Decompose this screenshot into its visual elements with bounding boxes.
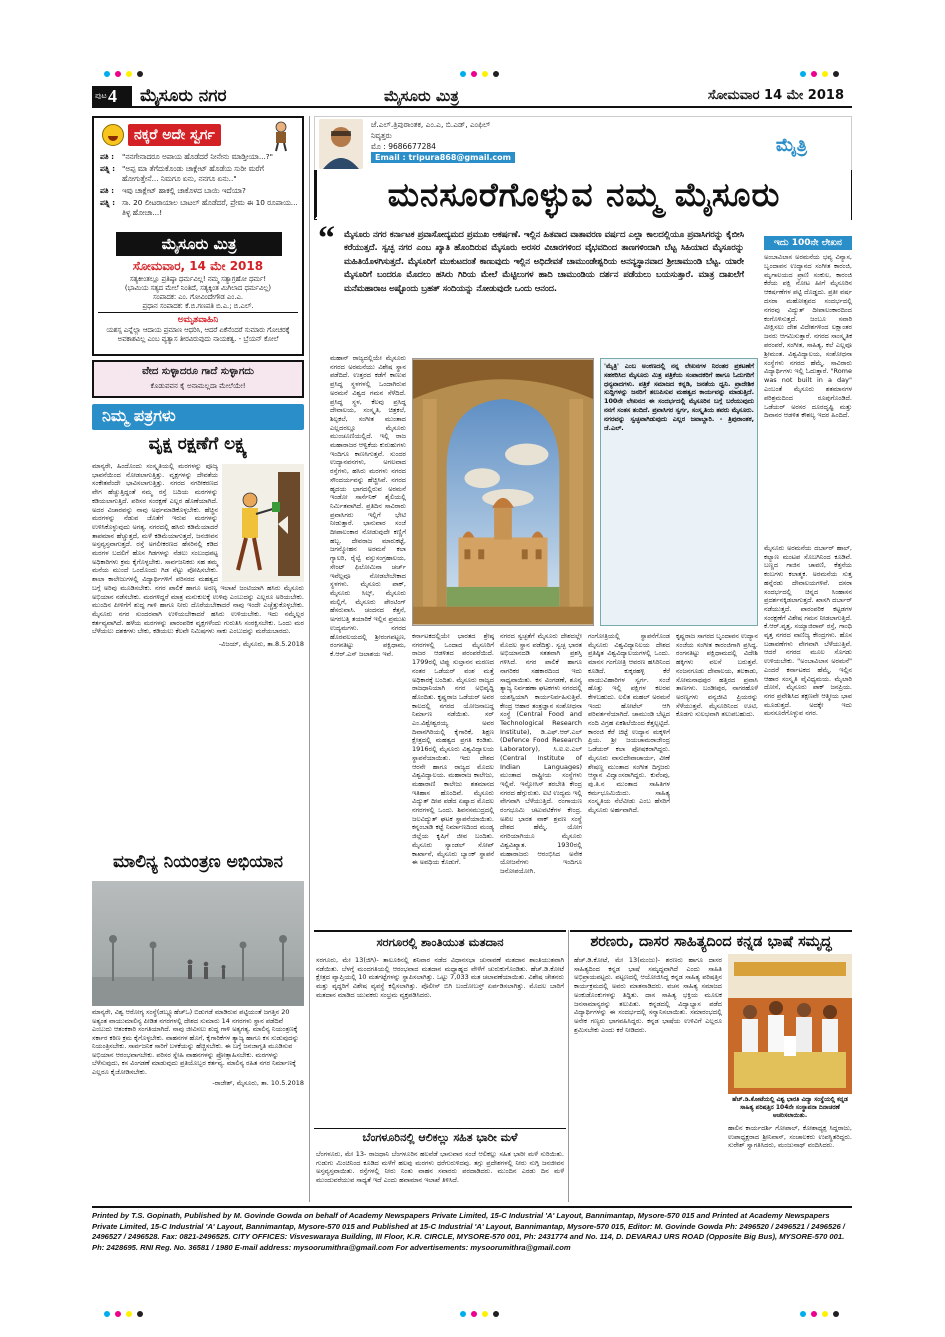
speaker: ಪತಿ : xyxy=(100,186,115,195)
proverb-title: ವೇದ ಸುಳ್ಳಾದರೂ ಗಾದೆ ಸುಳ್ಳಾಗದು xyxy=(142,366,254,377)
registration-marks-bottom-right xyxy=(800,1302,844,1310)
joke-line xyxy=(100,186,298,196)
kannada-headline: ಶರಣರು, ದಾಸರ ಸಾಹಿತ್ಯದಿಂದ ಕನ್ನಡ ಭಾಷೆ ಸಮೃದ್ಧ xyxy=(570,930,852,952)
pollution-text: ಮಾನ್ಯರೇ, ವಿಶ್ವ ಆರೋಗ್ಯ ಸಂಸ್ಥೆ(ಡಬ್ಲ್ಯೂಹೆಚ್ಒ) ಬಿಡುಗಡೆ ಮಾಡಿರುವ ಪಟ್ಟಿಯಂತೆ ಜಗತ್ತಿನ 20 ಅತ್ಯಂತ ವಾಯುಮಾಲಿನ್ಯ ಪೀಡಿತ ನಗರಗಳಲ್ಲಿ ದೇಶದ ಸುಮಾರು 14 ನಗರಗಳು ಸ್ಥಾನ ಪಡೆದಿವೆ ಎಂಬುದು ಆತಂಕಕಾರಿ ಸಂಗತಿಯಾಗಿದೆ. ನಾವು ಜೀವಿಸಲು ಶುದ್ಧ ಗಾಳಿ ಅತ್ಯಗತ್ಯ. ಮಾಲಿನ್ಯ ನಿಯಂತ್ರಣಕ್ಕೆ ಸರ್ಕಾರ ಕಠಿಣ ಕ್ರಮ ಕೈಗೊಳ್ಳಬೇಕು. ವಾಹನಗಳ ಹೊಗೆ, ಕೈಗಾರಿಕೆಗಳ ತ್ಯಾಜ್ಯ ಹಾಗೂ ಕಸ ಸುಡುವುದನ್ನು ನಿಯಂತ್ರಿಸಬೇಕು. ಸಾರ್ವಜನಿಕ ಸಾರಿಗೆ ಬಳಕೆಯನ್ನು ಹೆಚ್ಚಿಸಬೇಕು. ಈ ಬಗ್ಗೆ ಜನಜಾಗೃತಿ ಮೂಡಿಸುವ ಅಭಿಯಾನ ಆರಂಭವಾಗಬೇಕು. ಪರಿಸರ ಸ್ನೇಹಿ ವಾಹನಗಳನ್ನು ಪ್ರೋತ್ಸಾಹಿಸಬೇಕು. ಮರಗಳನ್ನು ಬೆಳೆಸುವುದು, ಕಸ ವಿಂಗಡಣೆ ಮಾಡುವುದು ಪ್ರತಿಯೊಬ್ಬರ ಕರ್ತವ್ಯ. ಮಾಲಿನ್ಯ ರಹಿತ ನಗರ ನಿರ್ಮಾಣಕ್ಕೆ ಎಲ್ಲರೂ ಕೈಜೋಡಿಸಬೇಕು. xyxy=(92,1008,299,1076)
letter-headline: ವೃಕ್ಷ ರಕ್ಷಣೆಗೆ ಲಕ್ಷ್ಯ xyxy=(148,434,248,454)
kannada-body-continued: ಹಾಲಿನ ಕಾರ್ಯದರ್ಶಿ ಗೋಪಾಲ್, ಕೋಶಾಧ್ಯಕ್ಷ ಸಿದ್ದರಾಜು, ಉಪಾಧ್ಯಕ್ಷರಾದ ಶ್ರೀನಿವಾಸ್, ಸಂಚಾಲಕರು ಉಪಸ್ಥಿತರಿದ್ದರು. ಸುರೇಶ್ ಸ್ವಾಗತಿಸಿದರು, ಮಂಜುನಾಥ್ ವಂದಿಸಿದರು. xyxy=(728,1124,852,1150)
quote-body: ಯಶಸ್ಸ ಎನ್ನೆಲ್ಲಾ ಆದಾಯ ಪ್ರಮಾಣ ಆಧರಿಸಿ, ಆದರೆ ಏಕೆನೆಂದರೆ ಸುಮಾರು ಗೋಚರಕ್ಕೆ ಅವಕಾಶವಿಲ್ಲ ಎಂಬ ವ್ಯತ್ಯಾಸ ತೀರವಿರುವುದು ನಾಯಕತ್ವ. - ಬ್ರೆಯನ್ ಕೋಲೆ xyxy=(106,326,290,343)
column-text: ಅಂಬಾವಿಲಾಸ ಅರಮನೆಯ ಭವ್ಯ ವಿನ್ಯಾಸ, ಬೃಂದಾವನ ಉದ್ಯಾನದ ಸಂಗೀತ ಕಾರಂಜಿ, ಮೃಗಾಲಯದ ಪ್ರಾಣಿ ಸಂಕುಲ, ಕಾರಂಜಿ ಕೆರೆಯ ಪಕ್ಷಿ ನೋಟ ಹೀಗೆ ಮೈಸೂರಿನ ಆಕರ್ಷಣೆಗಳ ಪಟ್ಟಿ ದೊಡ್ಡದು. ಪ್ರತೀ ವರ್ಷ ದಸರಾ ಮಹೋತ್ಸವದ ಸಂದರ್ಭದಲ್ಲಿ ನಗರವು ವಿದ್ಯುತ್ ದೀಪಾಲಂಕಾರದಿಂದ ಕಂಗೊಳಿಸುತ್ತದೆ. ಜಂಬೂ ಸವಾರಿ ವೀಕ್ಷಿಸಲು ದೇಶ ವಿದೇಶಗಳಿಂದ ಲಕ್ಷಾಂತರ ಜನರು ಆಗಮಿಸುತ್ತಾರೆ. ನಗರದ ಸಾಂಸ್ಕೃತಿಕ ಪರಂಪರೆ, ಸಂಗೀತ, ಸಾಹಿತ್ಯ, ಕಲೆ ಎಲ್ಲವೂ ಶ್ರೀಮಂತ. ವಿಶ್ವವಿದ್ಯಾಲಯ, ಸಂಶೋಧನಾ ಸಂಸ್ಥೆಗಳು ನಗರದ ಹೆಮ್ಮೆ. ಸಾವಿರಾರು ವಿದ್ಯಾರ್ಥಿಗಳು ಇಲ್ಲಿ ಓದುತ್ತಾರೆ. "Rome was not built in a day" ಎಂಬಂತೆ ಮೈಸೂರು ಶತಮಾನಗಳ ಪರಿಶ್ರಮದಿಂದ ರೂಪುಗೊಂಡಿದೆ. ಒಡೆಯರ್ ಅರಸರ ದೂರದೃಷ್ಟಿ ಮತ್ತು ದಿವಾನರ ಆಡಳಿತ ಕೌಶಲ್ಯ ಇದರ ಹಿಂದಿದೆ. xyxy=(764,253,852,420)
joke-box-title: ನಕ್ಕರೆ ಅದೇ ಸ್ವರ್ಗ xyxy=(128,124,221,146)
letters-section-band xyxy=(92,404,304,430)
laughing-face-icon xyxy=(102,124,124,146)
proverb-box xyxy=(92,360,304,398)
author-info xyxy=(371,119,631,163)
column-divider xyxy=(568,930,569,1202)
voting-headline: ಸರಗೂರಲ್ಲಿ ಶಾಂತಿಯುತ ಮತದಾನ xyxy=(314,930,566,952)
page-number-badge xyxy=(92,86,132,106)
print-line-footer: Printed by T.S. Gopinath, Published by M. Govinde Gowda on behalf of Academy Newspapers Private Limited, 15-C Industrial 'A' Layout, Bannimantap, Mysore-570 015 and Printed at Academy Newspapers Private Limited, 15-C Industrial 'A' Layout, Bannimantap, Mysore-570 015 and Published at 15-C Industrial 'A' Layout, Bannimantap, Mysore-570 015, Editor: M. Govinde Gowda Ph: 2496520 / 2496521 / 2496526 / 2496527 / 2496528. Fax: 0821-2496525. CITY OFFICES: Visveswaraya Building, III Floor, K.R. CIRCLE, MYSORE-570 001, Ph: 2431774 and No. 114, D. DEVARAJ URS ROAD (Opposite Big Bus), MYSORE-570 001. Ph: 2428695. RNI Reg. No. 36581 / 1980 E-mail address: mysoorumithra@gmail.com For advertisements: mysoorumithra@gmail.com xyxy=(92,1206,852,1253)
mini-masthead: ಮೈಸೂರು ಮಿತ್ರ xyxy=(116,232,282,256)
section-name: ಮೈಸೂರು ನಗರ xyxy=(140,86,227,106)
imprint-line: ಸತ್ಯಕೀಂತಲ್ಲೂ ಪ್ರತಿಷ್ಠಾ ಧರ್ಮವಿಲ್ಲ! ನಮ್ಮ ಸತ್ಯಾಗ್ರಹೋ ಧರ್ಮ! xyxy=(129,275,267,283)
palace-archway-photo xyxy=(412,358,594,626)
imprint-line: ಸಂಪಾದಕ: ಎಂ. ಗೋವಿಂದೇಗೌಡ ಎಂ.ಎ. xyxy=(153,293,243,301)
pollution-signature: -ರಾಜೇಶ್, ಮೈಸೂರು, ತಾ. 10.5.2018 xyxy=(212,1079,304,1087)
column-divider xyxy=(309,116,310,1202)
letters-section-title: ನಿಮ್ಮ ಪತ್ರಗಳು xyxy=(102,406,176,425)
registration-marks-top-right xyxy=(800,62,844,70)
speaker: ಪತ್ನಿ : xyxy=(100,198,115,207)
joke-box-header xyxy=(98,124,298,146)
smog-photo xyxy=(92,881,304,1006)
quote-title: ಅಮೃತವಾಹಿನಿ xyxy=(98,312,298,325)
pollution-body xyxy=(92,1008,304,1088)
joke-list xyxy=(100,152,298,220)
newspaper-page xyxy=(92,84,852,1294)
pollution-headline: ಮಾಲಿನ್ಯ ನಿಯಂತ್ರಣ ಅಭಿಯಾನ xyxy=(113,852,283,872)
letter-signature: -ವಿಜಯ್, ಮೈಸೂರು, ತಾ.8.5.2018 xyxy=(218,640,304,649)
author-name: ಜೆ.ಎಲ್.ತ್ರಿಪುರಾಂತಕ, ಎಂ.ಎ, ಬಿ.ಎಡ್, ಎಂಫಿಲ್ xyxy=(371,120,491,129)
page-label: ಪುಟ xyxy=(95,91,107,100)
hundredth-article-badge: ಇದು 100ನೇ ಲೇಖನ xyxy=(764,236,852,250)
feature-column-b: ಕರ್ನಾಟಕದಲ್ಲಿಯೇ ಭಾರತದ ಶ್ರೇಷ್ಠ ನಗರಗಳಲ್ಲಿ ಒಂದಾದ ಮೈಸೂರಿಗೆ ರಾಜರ ಆಡಳಿತದ ಪರಂಪರೆಯಿದೆ. 1799ರಲ್ಲಿ ಟಿಪ್ಪು ಸುಲ್ತಾನನ ಮರಣದ ನಂತರ ಒಡೆಯರ್ ವಂಶ ಮತ್ತೆ ಅಧಿಕಾರಕ್ಕೆ ಬಂದಿತು. ಮೈಸೂರು ರಾಜ್ಯದ ರಾಜಧಾನಿಯಾಗಿ ನಗರ ಅಭಿವೃದ್ಧಿ ಹೊಂದಿತು. ಕೃಷ್ಣರಾಜ ಒಡೆಯರ್ ಅವರ ಕಾಲದಲ್ಲಿ ನಗರದ ಯೋಜನಾಬದ್ಧ ನಿರ್ಮಾಣ ನಡೆಯಿತು. ಸರ್ ಎಂ.ವಿಶ್ವೇಶ್ವರಯ್ಯ ಅವರ ದಿವಾನಗಿರಿಯಲ್ಲಿ ಕೈಗಾರಿಕೆ, ಶಿಕ್ಷಣ ಕ್ಷೇತ್ರದಲ್ಲಿ ಮಹತ್ವದ ಪ್ರಗತಿ ಕಂಡಿತು. 1916ರಲ್ಲಿ ಮೈಸೂರು ವಿಶ್ವವಿದ್ಯಾಲಯ ಸ್ಥಾಪನೆಯಾಯಿತು. ಇದು ದೇಶದ ಆರನೇ ಹಾಗೂ ರಾಜ್ಯದ ಮೊದಲ ವಿಶ್ವವಿದ್ಯಾಲಯ. ಮಹಾರಾಜ ಕಾಲೇಜು, ಮಹಾರಾಣಿ ಕಾಲೇಜು ಶತಮಾನದ ಇತಿಹಾಸ ಹೊಂದಿವೆ. ಮೈಸೂರು ವಿದ್ಯುತ್ ದೀಪ ಪಡೆದ ಏಷ್ಯಾದ ಮೊದಲ ನಗರಗಳಲ್ಲಿ ಒಂದು. ಶಿವನಸಮುದ್ರದಲ್ಲಿ ಜಲವಿದ್ಯುತ್ ಘಟಕ ಸ್ಥಾಪನೆಯಾಯಿತು. ಕನ್ನಂಬಾಡಿ ಕಟ್ಟೆ ನಿರ್ಮಾಣದಿಂದ ಮಂಡ್ಯ ಜಿಲ್ಲೆಯ ಕೃಷಿಗೆ ಜೀವ ಬಂದಿತು. ಮೈಸೂರು ಸ್ಯಾಂಡಲ್ ಸೋಪ್ ಕಾರ್ಖಾನೆ, ಮೈಸೂರು ಬ್ಯಾಂಕ್ ಸ್ಥಾಪನೆ ಈ ಅವಧಿಯ ಕೊಡುಗೆ. xyxy=(412,632,494,867)
imprint-line: ಪ್ರಧಾನ ಸಂಪಾದಕ: ಕೆ.ಬಿ.ಗಣಪತಿ ಬಿ.ಎ.; ಬಿ.ಎಲ್. xyxy=(142,302,254,310)
mini-date: ಸೋಮವಾರ, 14 ಮೇ 2018 xyxy=(132,259,264,273)
author-role: ನಿವೃತ್ತರು xyxy=(371,131,392,140)
voting-body: ಸರಗೂರು, ಮೇ 13(ಜಿಗಿ)- ತಾಲೂಕಿನಲ್ಲಿ ಶನಿವಾರ ನಡೆದ ವಿಧಾನಸಭಾ ಚುನಾವಣೆ ಮತದಾನ ಶಾಂತಿಯುತವಾಗಿ ನಡೆಯಿತು. ಬೆಳಗ್ಗೆ ಮಂದಗತಿಯಲ್ಲಿ ಆರಂಭವಾದ ಮತದಾನ ಮಧ್ಯಾಹ್ನದ ವೇಳೆಗೆ ಚುರುಕುಗೊಂಡಿತು. ಹೆಚ್.ಡಿ.ಕೋಟೆ ಕ್ಷೇತ್ರದ ವ್ಯಾಪ್ತಿಯಲ್ಲಿ 10 ಮತಗಟ್ಟೆಗಳನ್ನು ಸ್ಥಾಪಿಸಲಾಗಿತ್ತು. ಒಟ್ಟು 7,033 ಮತ ಚಲಾವಣೆಯಾಯಿತು. ವಿಶೇಷ ಚೇತನರು ಮತ್ತು ವೃದ್ಧರಿಗೆ ವಿಶೇಷ ವ್ಯವಸ್ಥೆ ಕಲ್ಪಿಸಲಾಗಿತ್ತು. ಪೊಲೀಸ್ ಬಿಗಿ ಬಂದೋಬಸ್ತ್ ಏರ್ಪಡಿಸಲಾಗಿತ್ತು. ಮೊದಲ ಬಾರಿಗೆ ಮತದಾನ ಮಾಡಿದ ಯುವಕರು ಸಂಭ್ರಮ ವ್ಯಕ್ತಪಡಿಸಿದರು. xyxy=(316,956,564,999)
dialogue: "ಅಪ್ಪ ಮಾ ತೆಗೆದುಕೊಂಡು ಚಾಕ್ಲೇಟ್ ಹೊಡೆಯ ಸುರೀ ಮರೆಗೆ ಹೋಗುತ್ತೇನೆ... ನಿಮಗೂ ಏನು, ನನಗೂ ಏನು.." xyxy=(122,164,264,183)
event-photo-caption: ಹೆಚ್.ಡಿ.ಕೋಟೆಯಲ್ಲಿ ವಿಶ್ವ ಭಾರತಿ ವಿದ್ಯಾ ಸಂಸ್ಥೆಯಲ್ಲಿ ಕನ್ನಡ ಸಾಹಿತ್ಯ ಪರಿಷತ್ತಿನ 104ನೇ ಸಂಸ್ಥಾಪನಾ ದಿನಾಚರಣೆ ಆಚರಿಸಲಾಯಿತು. xyxy=(732,1096,848,1119)
feature-column-a: ಮಹಾನ್ ರಾಜ್ಯದಲ್ಲಿಯೇ ಮೈಸೂರು ನಗರದ ಅರಮನೆಯು ವಿಶೇಷ ಸ್ಥಾನ ಪಡೆದಿದೆ. ಉತ್ತರದ ಕಡೆಗೆ ಕಾಣುವ ಪ್ರಸಿದ್ಧ ಸ್ಥಳಗಳಲ್ಲಿ ಒಂದಾಗಿರುವ ಅರಮನೆ ವಿಶ್ವದ ಗಮನ ಸೆಳೆದಿದೆ. ಪ್ರಸಿದ್ಧ ಸ್ಥಳ, ಕೆಲವು ಪ್ರಸಿದ್ಧ ದೇವಾಲಯ, ಸಂಸ್ಕೃತಿ, ಚಿತ್ರಕಲೆ, ಶಿಲ್ಪಕಲೆ, ಸಂಗೀತ ಮುಂತಾದ ಎಲ್ಲದರಲ್ಲೂ ಮೈಸೂರು ಮುಂಚೂಣಿಯಲ್ಲಿದೆ. ಇಲ್ಲಿ ರಾಜ ಮಹಾರಾಜರ ಆಳ್ವಿಕೆಯ ಕುರುಹುಗಳು ಇಂದಿಗೂ ಕಾಣಸಿಗುತ್ತವೆ. ಸುಂದರ ಉದ್ಯಾನವನಗಳು, ಅಗಲವಾದ ರಸ್ತೆಗಳು, ಹಸಿರು ಮರಗಳು ನಗರದ ಸೌಂದರ್ಯವನ್ನು ಹೆಚ್ಚಿಸಿವೆ. ನಗರದ ಹೃದಯ ಭಾಗದಲ್ಲಿರುವ ಅರಮನೆ ಇಂಡೋ ಸಾರ್ಸೆನಿಕ್ ಶೈಲಿಯಲ್ಲಿ ನಿರ್ಮಿತವಾಗಿದೆ. ಪ್ರತಿದಿನ ಸಾವಿರಾರು ಪ್ರವಾಸಿಗರು ಇಲ್ಲಿಗೆ ಭೇಟಿ ನೀಡುತ್ತಾರೆ. ಭಾನುವಾರ ಸಂಜೆ ದೀಪಾಲಂಕಾರ ನೋಡುವುದೇ ಕಣ್ಣಿಗೆ ಹಬ್ಬ. ದೇವರಾಜ ಮಾರುಕಟ್ಟೆ, ಜಗನ್ಮೋಹನ ಅರಮನೆ ಕಲಾ ಗ್ಯಾಲರಿ, ರೈಲ್ವೆ ವಸ್ತುಸಂಗ್ರಹಾಲಯ, ಸೇಂಟ್ ಫಿಲೋಮಿನಾ ಚರ್ಚ್ ಇವೆಲ್ಲವೂ ನೋಡಲೇಬೇಕಾದ ಸ್ಥಳಗಳು. ಮೈಸೂರು ಪಾಕ್, ಮೈಸೂರು ಸಿಲ್ಕ್, ಮೈಸೂರು ಮಲ್ಲಿಗೆ, ಮೈಸೂರು ಪೇಂಟಿಂಗ್ ಹೆಸರುವಾಸಿ. ಚಂದನದ ಕೆತ್ತನೆ, ಅಗರಬತ್ತಿ ತಯಾರಿಕೆ ಇಲ್ಲಿನ ಪ್ರಮುಖ ಉದ್ಯಮಗಳು. ನಗರದ ಹೊರವಲಯದಲ್ಲಿ ಶ್ರೀರಂಗಪಟ್ಟಣ, ರಂಗನತಿಟ್ಟು ಪಕ್ಷಿಧಾಮ, ಕೆ.ಆರ್.ಎಸ್ ಜಲಾಶಯ ಇವೆ. xyxy=(330,354,406,658)
paper-name: ಮೈಸೂರು ಮಿತ್ರ xyxy=(384,87,459,105)
quote-mark-icon: “ xyxy=(318,220,335,257)
registration-marks-top-center xyxy=(460,62,504,70)
feature-column-f: ಕೃಷ್ಣರಾಜ ಸಾಗರದ ಬೃಂದಾವನ ಉದ್ಯಾನ ಸಂಜೆಯ ಸಂಗೀತ ಕಾರಂಜಿಗಾಗಿ ಪ್ರಸಿದ್ಧ. ರಂಗನತಿಟ್ಟು ಪಕ್ಷಿಧಾಮದಲ್ಲಿ ವಿದೇಶಿ ಹಕ್ಕಿಗಳು ವಲಸೆ ಬರುತ್ತವೆ. ನಂಜನಗೂಡು ದೇವಾಲಯ, ತಲಕಾಡು, ಸೋಮನಾಥಪುರ ಹತ್ತಿರದ ಪ್ರವಾಸಿ ತಾಣಗಳು. ಬಂಡೀಪುರ, ನಾಗರಹೊಳೆ ಅರಣ್ಯಗಳು ವನ್ಯಜೀವಿ ಪ್ರಿಯರನ್ನು ಸೆಳೆಯುತ್ತವೆ. ಮೈಸೂರಿನಿಂದ ಊಟಿ, ಕೊಡಗು ಸುಲಭವಾಗಿ ತಲುಪಬಹುದು. xyxy=(676,632,758,719)
feature-column-e: ಮೈಸೂರು ಅರಮನೆಯ ದರ್ಬಾರ್ ಹಾಲ್, ಕಲ್ಯಾಣ ಮಂಟಪ ಸೊಬಗಿನಿಂದ ಕೂಡಿವೆ. ಬಣ್ಣದ ಗಾಜಿನ ಚಾವಣಿ, ಕೆತ್ತನೆಯ ಕಂಬಗಳು ಕಲಾತ್ಮಕ. ಅರಮನೆಯ ಸುತ್ತ ಹನ್ನೆರಡು ದೇವಾಲಯಗಳಿವೆ. ದಸರಾ ಸಂದರ್ಭದಲ್ಲಿ ಚಿನ್ನದ ಸಿಂಹಾಸನ ಪ್ರದರ್ಶನಕ್ಕಿಡಲಾಗುತ್ತದೆ. ಖಾಸಗಿ ದರ್ಬಾರ್ ನಡೆಯುತ್ತದೆ. ಪಾರಂಪರಿಕ ಕಟ್ಟಡಗಳ ಸಂರಕ್ಷಣೆಗೆ ವಿಶೇಷ ಗಮನ ನೀಡಲಾಗುತ್ತಿದೆ. ಕೆ.ಆರ್.ವೃತ್ತ, ಸಯ್ಯಾಜಿರಾವ್ ರಸ್ತೆ, ಗಾಂಧಿ ವೃತ್ತ ನಗರದ ವಾಣಿಜ್ಯ ಕೇಂದ್ರಗಳು. ಹೊಸ ಬಡಾವಣೆಗಳು ವೇಗವಾಗಿ ಬೆಳೆಯುತ್ತಿವೆ. ಆದರೆ ನಗರದ ಮೂಲ ಸೊಗಡು ಉಳಿಯಬೇಕು. "ಅಂಬಾವಿಲಾಸ ಅರಮನೆ" ಎಂದರೆ ಕರ್ನಾಟಕದ ಹೆಮ್ಮೆ. ಇಲ್ಲಿನ ಆಹಾರ ಸಂಸ್ಕೃತಿ ವೈವಿಧ್ಯಮಯ. ಮೈಲಾರಿ ದೋಸೆ, ಮೈಸೂರು ಪಾಕ್ ಜನಪ್ರಿಯ. ನಗರ ಪ್ರವೇಶಿಸಿದ ತಕ್ಷಣವೇ ಆತ್ಮೀಯ ಭಾವ ಮೂಡುತ್ತದೆ. ಅದಕ್ಕೇ ಇದು ಮನಸೂರೆಗೊಳ್ಳುವ ನಗರ. xyxy=(764,544,852,718)
kannada-body: ಹೆಚ್.ಡಿ.ಕೋಟೆ, ಮೇ 13(ಮಂಜು)- ಶರಣರು ಹಾಗೂ ದಾಸರ ಸಾಹಿತ್ಯದಿಂದ ಕನ್ನಡ ಭಾಷೆ ಸಮೃದ್ಧವಾಗಿದೆ ಎಂದು ಸಾಹಿತಿ ಅಭಿಪ್ರಾಯಪಟ್ಟರು. ಪಟ್ಟಣದಲ್ಲಿ ಆಯೋಜಿಸಿದ್ದ ಕನ್ನಡ ಸಾಹಿತ್ಯ ಪರಿಷತ್ತಿನ ಕಾರ್ಯಕ್ರಮದಲ್ಲಿ ಅವರು ಮಾತನಾಡಿದರು. ವಚನ ಸಾಹಿತ್ಯ ಸಮಾಜದ ಅಂಕುಡೊಂಕುಗಳನ್ನು ತಿದ್ದಿತು. ದಾಸ ಸಾಹಿತ್ಯ ಭಕ್ತಿಯ ಮೂಲಕ ಜನಸಾಮಾನ್ಯರನ್ನು ತಲುಪಿತು. ಕನ್ನಡದಲ್ಲಿ ವಿದ್ಯಾಭ್ಯಾಸ ಪಡೆದ ವಿದ್ಯಾರ್ಥಿಗಳನ್ನು ಈ ಸಂದರ್ಭದಲ್ಲಿ ಸನ್ಮಾನಿಸಲಾಯಿತು. ಸಮಾರಂಭದಲ್ಲಿ ಅನೇಕ ಗಣ್ಯರು ಭಾಗವಹಿಸಿದ್ದರು. ಕನ್ನಡ ಭಾಷೆಯ ಉಳಿವಿಗೆ ಎಲ್ಲರೂ ಶ್ರಮಿಸಬೇಕು ಎಂದು ಕರೆ ನೀಡಿದರು. xyxy=(574,956,722,1034)
registration-marks-top xyxy=(104,62,148,70)
speaker: ಪತ್ನಿ : xyxy=(100,164,115,173)
rain-headline: ಬೆಂಗಳೂರಿನಲ್ಲಿ ಆಲಿಕಲ್ಲು ಸಹಿತ ಭಾರೀ ಮಳೆ xyxy=(314,1128,566,1146)
imprint-line: (ಭಾಮಿಯ ಸತ್ಯದ ಮೇಲೆ ನಿಂತಿದೆ, ಸತ್ಯಕ್ಕಿಂತ ಮಿಗಿಲಾದ ಧರ್ಮವಿಲ್ಲ) xyxy=(124,284,272,292)
rain-body: ಬೆಂಗಳೂರು, ಮೇ 13- ರಾಜಧಾನಿ ಬೆಂಗಳೂರಿನ ಹಲವೆಡೆ ಭಾನುವಾರ ಸಂಜೆ ಆಲಿಕಲ್ಲು ಸಹಿತ ಭಾರೀ ಮಳೆ ಸುರಿಯಿತು. ಗುಡುಗು ಮಿಂಚಿನಿಂದ ಕೂಡಿದ ಮಳೆಗೆ ಹಲವು ಮರಗಳು ಧರೆಗುರುಳಿದವು. ತಗ್ಗು ಪ್ರದೇಶಗಳಲ್ಲಿ ನೀರು ನುಗ್ಗಿ ಜನಜೀವನ ಅಸ್ತವ್ಯಸ್ತವಾಯಿತು. ರಸ್ತೆಗಳಲ್ಲಿ ನೀರು ನಿಂತು ವಾಹನ ಸವಾರರು ಪರದಾಡಿದರು. ಮುಂದಿನ ಎರಡು ದಿನ ಮಳೆ ಮುಂದುವರೆಯುವ ಸಾಧ್ಯತೆ ಇದೆ ಎಂದು ಹವಾಮಾನ ಇಲಾಖೆ ತಿಳಿಸಿದೆ. xyxy=(316,1150,564,1185)
feature-intro xyxy=(318,220,744,346)
hundredth-article-column xyxy=(764,236,852,420)
author-phone: ಮೊ : 9686677284 xyxy=(371,142,436,151)
author-email[interactable]: Email : tripura868@gmail.com xyxy=(371,152,515,163)
registration-marks-bottom xyxy=(104,1302,148,1310)
joke-line xyxy=(100,164,298,184)
issue-date: ಸೋಮವಾರ 14 ಮೇ 2018 xyxy=(707,88,844,103)
intro-text: ಮೈಸೂರು ನಗರ ಕರ್ನಾಟಕ ಪ್ರವಾಸೋದ್ಯಮದ ಪ್ರಮುಖ ಆಕರ್ಷಣೆ. ಇಲ್ಲಿನ ಹಿತವಾದ ವಾತಾವರಣ ವರ್ಷದ ಎಲ್ಲಾ ಕಾಲದಲ್ಲಿಯೂ ಪ್ರವಾಸಿಗರನ್ನು ಕೈಬೀಸಿ ಕರೆಯುತ್ತದೆ. ಸ್ವಚ್ಛ ನಗರ ಎಂಬ ಖ್ಯಾತಿ ಹೊಂದಿರುವ ಮೈಸೂರು ಅರಸರ ವಿಚಾರಗಳಿಂದ ವೈಭವದಿಂದ ತಾಣಗಳಿಂದಾಗಿ ಬೆಟ್ಟ ಸಿಹಿಯಾದ ಮೈಸೂರನ್ನು ಮಹಿತಿಯೊಳಗಿಸುತ್ತದೆ. ಮೈಸೂರಿಗೆ ಮುಕುಟದಂತೆ ಕಾಣುವುದು ಇಲ್ಲಿನ ಅಧಿದೇವತೆ ಚಾಮುಂಡೇಶ್ವರಿಯ ಅನನ್ಯಸ್ಥಾನವಾದ ಶ್ರೀಚಾಮುಂಡಿ ಬೆಟ್ಟ. ಯಾರೇ ಮೈಸೂರಿಗೆ ಬಂದರೂ ಮೊದಲು ಹಸಿರು ಗಿರಿಯ ಮೇಲೆ ಮೆಟ್ಟಿಲುಗಳ ಹಾದಿ ಚಾಮುಂಡಿಯ ದರ್ಶನ ಪಡೆಯಲು ಬಯಸುತ್ತಾರೆ. ಮಾತ್ರ ದಾಖಲೆಗೆ ಮನೆಮಹಾರಾಜ ಅಷ್ಟೊಂದು ಬ್ರಹತ್ ಸಂದಿಯನ್ನು ನೋಡುವುದೇ ಒಂದು ಆನಂದ. xyxy=(344,229,744,293)
cartoon-figure-icon xyxy=(268,120,294,152)
imprint-lines xyxy=(98,275,298,311)
column-name: ಮೈತ್ರಿ xyxy=(775,135,807,156)
page-number: 4 xyxy=(108,86,117,106)
feature-column-d: ಗಂಗೋತ್ರಿಯಲ್ಲಿ ಸ್ಥಾಪನೆಗೊಂಡ ಮೈಸೂರು ವಿಶ್ವವಿದ್ಯಾನಿಲಯ ದೇಶದ ಪ್ರತಿಷ್ಠಿತ ವಿಶ್ವವಿದ್ಯಾಲಯಗಳಲ್ಲಿ ಒಂದು. ಮಾನಸ ಗಂಗೋತ್ರಿ ಆವರಣ ಹಸಿರಿನಿಂದ ಕೂಡಿದೆ. ಕುಕ್ಕರಹಳ್ಳಿ ಕೆರೆ ವಾಯುವಿಹಾರಿಗಳ ಸ್ವರ್ಗ. ಸಂಜೆ ಹೊತ್ತು ಇಲ್ಲಿ ಪಕ್ಷಿಗಳ ಕಲರವ ಕೇಳಬಹುದು. ಲಲಿತ ಮಹಲ್ ಅರಮನೆ ಇಂದು ಹೋಟೆಲ್ ಆಗಿ ಪರಿವರ್ತನೆಯಾಗಿದೆ. ಚಾಮುಂಡಿ ಬೆಟ್ಟದ ನಂದಿ ವಿಗ್ರಹ ಏಕಶಿಲೆಯಿಂದ ಕೆತ್ತಲ್ಪಟ್ಟಿದೆ. ಕಾರಂಜಿ ಕೆರೆ ಚಿಟ್ಟೆ ಉದ್ಯಾನ ಮಕ್ಕಳಿಗೆ ಪ್ರಿಯ. ಶ್ರೀ ಜಯಚಾಮರಾಜೇಂದ್ರ ಒಡೆಯರ್ ಕಲಾ ಪೋಷಕರಾಗಿದ್ದರು. ಮೈಸೂರು ವಾಸುದೇವಾಚಾರ್ಯ, ವೀಣೆ ಶೇಷಣ್ಣ ಮುಂತಾದ ಸಂಗೀತ ದಿಗ್ಗಜರು ಆಸ್ಥಾನ ವಿದ್ವಾಂಸರಾಗಿದ್ದರು. ಕುವೆಂಪು, ಪು.ತಿ.ನ ಮುಂತಾದ ಸಾಹಿತಿಗಳ ಕರ್ಮಭೂಮಿಯಿದು. ಸಾಹಿತ್ಯ ಸಂಸ್ಕೃತಿಯ ನೆಲೆವೀಡು ಎಂಬ ಹೆಸರಿಗೆ ಮೈಸೂರು ಅರ್ಹವಾಗಿದೆ. xyxy=(588,632,670,815)
joke-line xyxy=(100,152,298,162)
author-photo xyxy=(319,119,363,169)
joke-box xyxy=(92,116,304,356)
registration-marks-bottom-center xyxy=(460,1302,504,1310)
feature-title-frame xyxy=(314,170,852,220)
palace-caption-box: 'ಮೈತ್ರಿ' ಎಂಬ ಅಂಕಣದಲ್ಲಿ ನನ್ನ ಲೇಖನಗಳ ನಿರಂತರ ಪ್ರಕಟಣೆಗೆ ಸಹಕರಿಸಿದ ಮೈಸೂರು ಮಿತ್ರ ಪತ್ರಿಕೆಯ ಸಂಪಾದಕರಿಗೆ ಹಾಗೂ ಓದುಗರಿಗೆ ಧನ್ಯವಾದಗಳು. ಪತ್ರಿಕೆ ಸಮಾಜದ ಕನ್ನಡಿ, ಜನತೆಯ ಧ್ವನಿ. ಪ್ರಾದೇಶಿಕ ಸುದ್ದಿಗಳನ್ನು ಜನರಿಗೆ ತಲುಪಿಸುವ ಮಹತ್ವದ ಕಾರ್ಯವನ್ನು ಮಾಡುತ್ತಿದೆ. 100ನೇ ಲೇಖನದ ಈ ಸಂದರ್ಭದಲ್ಲಿ ಮೈಸೂರಿನ ಬಗ್ಗೆ ಬರೆಯುವುದು ನನಗೆ ಸಂತಸ ತಂದಿದೆ. ಪ್ರವಾಸಿಗರ ಸ್ವರ್ಗ, ಸಂಸ್ಕೃತಿಯ ತವರು ಮೈಸೂರು. ನಗರವನ್ನು ಸ್ವಚ್ಛವಾಗಿಡುವುದು ಎಲ್ಲರ ಜವಾಬ್ದಾರಿ. - ತ್ರಿಪುರಾಂತಕ, ಜೆ.ಎಲ್. xyxy=(600,358,758,626)
masthead xyxy=(92,84,852,108)
letter-text: ಮಾನ್ಯರೇ, ಹಿಂದೊಂದು ಸಂಸ್ಕೃತಿಯಲ್ಲಿ ಮರಗಳನ್ನು ಪೂಜ್ಯ ಭಾವನೆಯಿಂದ ನೋಡಲಾಗುತ್ತಿತ್ತು. ವೃಕ್ಷಗಳನ್ನು ದೇವತೆಯ ಸಂಕೇತವೆಂದೇ ಭಾವಿಸಲಾಗುತ್ತಿತ್ತು. ನಗರದ ನಗರೀಕರಣದ ವೇಗ ಹೆಚ್ಚುತ್ತಿದ್ದಂತೆ ನಮ್ಮ ರಸ್ತೆ ಬದಿಯ ಮರಗಳನ್ನು ಕಡಿಯಲಾಗುತ್ತಿದೆ. ಪರಿಸರ ಸಂರಕ್ಷಣೆ ಎಲ್ಲರ ಹೊಣೆಯಾಗಿದೆ. ಅದರ ವಿಚಾರವನ್ನು ನಾವು ಅರ್ಥಮಾಡಿಕೊಳ್ಳಬೇಕು. ಹೆಚ್ಚಿನ ಮರಗಳನ್ನು ನೆಡುವ ಜೊತೆಗೆ ಇರುವ ಮರಗಳನ್ನು ಉಳಿಸಿಕೊಳ್ಳುವುದು ಅಗತ್ಯ. ನಗರದಲ್ಲಿ ಹಸಿರು ಕಡಿಮೆಯಾದರೆ ತಾಪಮಾನ ಹೆಚ್ಚುತ್ತದೆ, ಮಳೆ ಕಡಿಮೆಯಾಗುತ್ತದೆ, ಜನಜೀವನ ಅಸ್ತವ್ಯಸ್ತವಾಗುತ್ತದೆ. ರಸ್ತೆ ಅಗಲೀಕರಣದ ಹೆಸರಿನಲ್ಲಿ ಕಡಿದ ಮರಗಳ ಬದಲಿಗೆ ಹೊಸ ಗಿಡಗಳನ್ನು ನೆಡಲು ಸಂಬಂಧಪಟ್ಟ ಅಧಿಕಾರಿಗಳು ಕ್ರಮ ಕೈಗೊಳ್ಳಬೇಕು. ಸಾರ್ವಜನಿಕರು ಸಹ ತಮ್ಮ ಮನೆಯ ಮುಂದೆ ಒಂದೊಂದು ಗಿಡ ನೆಟ್ಟು ಪೋಷಿಸಬೇಕು. ಶಾಲಾ ಕಾಲೇಜುಗಳಲ್ಲಿ ವಿದ್ಯಾರ್ಥಿಗಳಿಗೆ ಪರಿಸರದ ಮಹತ್ವದ ಬಗ್ಗೆ ಅರಿವು ಮೂಡಿಸಬೇಕು. ನಗರ ಪಾಲಿಕೆ ಹಾಗೂ ಅರಣ್ಯ ಇಲಾಖೆ ಜಂಟಿಯಾಗಿ ಹಸಿರು ಮೈಸೂರು ಅಭಿಯಾನ ನಡೆಸಬೇಕು. ಮರಗಳಿದ್ದರೆ ಮಾತ್ರ ಮನುಕುಲಕ್ಕೆ ಉಳಿವು ಎಂಬುದನ್ನು ಎಲ್ಲರೂ ಅರಿಯಬೇಕು. ಮುಂದಿನ ಪೀಳಿಗೆಗೆ ಶುದ್ಧ ಗಾಳಿ ಹಾಗೂ ನೀರು ದೊರೆಯಬೇಕಾದರೆ ನಾವು ಇಂದೇ ಎಚ್ಚೆತ್ತುಕೊಳ್ಳಬೇಕು. ಮೈಸೂರು ನಗರ ಸುಂದರವಾಗಿ ಉಳಿಯಬೇಕಾದರೆ ಹಸಿರು ಉಳಿಯಬೇಕು. ಇದು ನಮ್ಮೆಲ್ಲರ ಕರ್ತವ್ಯವಾಗಿದೆ. ಹಳೆಯ ಮರಗಳನ್ನು ಪಾರಂಪರಿಕ ವೃಕ್ಷಗಳೆಂದು ಗುರುತಿಸಿ ಸಂರಕ್ಷಿಸಬೇಕು. ಒಂದು ಮರ ಬೆಳೆಯಲು ದಶಕಗಳು ಬೇಕು, ಕಡಿಯಲು ಕೆಲವೇ ನಿಮಿಷಗಳು ಸಾಕು ಎಂಬುದನ್ನು ಮರೆಯಬಾರದು. xyxy=(92,462,304,636)
tree-cutting-illustration xyxy=(222,464,304,582)
dialogue: "ನನಗೇನಾದರೂ ಅಪಾಯ ಹೊಡೆದರೆ ನೀನೇನು ಮಾಡ್ತೀಯಾ...?" xyxy=(122,152,274,161)
feature-column-c: ನಗರದ ಸ್ವಚ್ಛತೆಗೆ ಮೈಸೂರು ದೇಶದಲ್ಲೇ ಮೊದಲ ಸ್ಥಾನ ಪಡೆದಿತ್ತು. ಸ್ವಚ್ಛ ಭಾರತ ಅಭಿಯಾನದಡಿ ಸತತವಾಗಿ ಪ್ರಶಸ್ತಿ ಗಳಿಸಿದೆ. ನಗರ ಪಾಲಿಕೆ ಹಾಗೂ ನಾಗರಿಕರ ಸಹಕಾರದಿಂದ ಇದು ಸಾಧ್ಯವಾಯಿತು. ಕಸ ವಿಂಗಡಣೆ, ಶೂನ್ಯ ತ್ಯಾಜ್ಯ ನಿರ್ವಹಣಾ ಘಟಕಗಳು ನಗರದಲ್ಲಿ ಯಶಸ್ವಿಯಾಗಿ ಕಾರ್ಯನಿರ್ವಹಿಸುತ್ತಿವೆ. ಕೇಂದ್ರ ಆಹಾರ ತಂತ್ರಜ್ಞಾನ ಸಂಶೋಧನಾ ಸಂಸ್ಥೆ (Central Food and Technological Research Institute), ಡಿ.ಎಫ್.ಆರ್.ಎಲ್ (Defence Food Research Laboratory), ಸಿ.ಐ.ಐ.ಎಲ್ (Central Institute of Indian Languages) ಮುಂತಾದ ರಾಷ್ಟ್ರೀಯ ಸಂಸ್ಥೆಗಳು ಇಲ್ಲಿವೆ. ಇನ್ಫೋಸಿಸ್ ತರಬೇತಿ ಕೇಂದ್ರ ನಗರದ ಹೆಗ್ಗುರುತು. ಐಟಿ ಉದ್ಯಮ ಇಲ್ಲಿ ವೇಗವಾಗಿ ಬೆಳೆಯುತ್ತಿದೆ. ರಂಗಾಯಣ ರಂಗಭೂಮಿ ಚಟುವಟಿಕೆಗಳ ಕೇಂದ್ರ. ಅಖಿಲ ಭಾರತ ವಾಕ್ ಶ್ರವಣ ಸಂಸ್ಥೆ ದೇಶದ ಹೆಮ್ಮೆ. ಯೋಗ ನಗರಿಯಾಗಿಯೂ ಮೈಸೂರು ವಿಶ್ವವಿಖ್ಯಾತ. 1930ರಲ್ಲಿ ಮಹಾರಾಜರು ಆರಂಭಿಸಿದ ಅನೇಕ ಯೋಜನೆಗಳು ಇಂದಿಗೂ ಜನೋಪಯೋಗಿ. xyxy=(500,632,582,875)
proverb-text: ಕೊಡುವವನ ಕೈ ಅನಾಮಲ್ಲದಾ ಮೇಲೆಯೇ! xyxy=(150,382,246,390)
joke-line xyxy=(100,198,298,218)
event-photo xyxy=(728,954,852,1094)
feature-title: ಮನಸೂರೆಗೊಳ್ಳುವ ನಮ್ಮ ಮೈಸೂರು xyxy=(317,170,851,220)
speaker: ಪತಿ : xyxy=(100,152,115,161)
dialogue: ಸಾ. 20 ಲೀಟರಾಯಾಲ ಬಾಟಲ್ ಹೊಡೆದರೆ, ಪ್ರೇಮ ಈ 10 ರೂಪಾಯ... ತಿಳ್ಳ ಹೋಚಾ...! xyxy=(122,198,298,217)
dialogue: ಇವು ಚಾಕ್ಲೇಟ್ ಹಾಕಲ್ಲಿ ಚಾಕೊಳದ ಬಾಯಿ ಇದೆಯಾ? xyxy=(122,186,246,195)
